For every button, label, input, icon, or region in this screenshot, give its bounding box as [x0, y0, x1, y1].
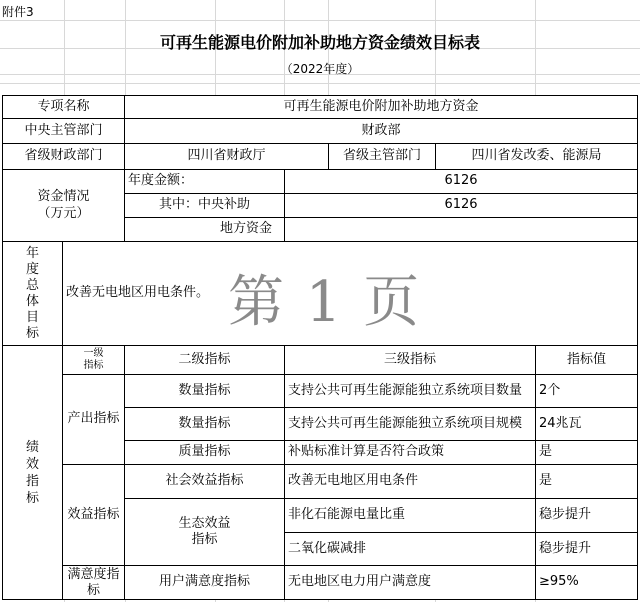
header-level3: 三级指标 — [284, 345, 536, 375]
page-watermark: 第 1 页 — [228, 270, 422, 335]
table-row-6-value: 稳步提升 — [535, 532, 638, 566]
funds-label — [2, 169, 125, 242]
table-row-6-level3: 二氧化碳减排 — [284, 532, 536, 566]
annual-amount-value: 6126 — [284, 169, 638, 194]
project-name-label: 专项名称 — [2, 95, 125, 119]
annual-goal-label: 年 度 总 体 目 标 — [2, 241, 63, 346]
table-row-4-level3: 改善无电地区用电条件 — [284, 464, 536, 499]
page-title: 可再生能源电价附加补助地方资金绩效目标表 — [159, 33, 480, 52]
prov-finance-value: 四川省财政厅 — [124, 143, 329, 170]
table-row-1-value: 2个 — [535, 374, 638, 408]
output-indicators-label: 产出指标 — [62, 374, 125, 465]
table-row-7-level3: 无电地区电力用户满意度 — [284, 565, 536, 600]
central-subsidy-value: 6126 — [284, 193, 638, 218]
central-subsidy-label: 其中：中央补助 — [124, 193, 285, 218]
table-row-3-value: 是 — [535, 440, 638, 465]
prov-dept-value: 四川省发改委、能源局 — [435, 143, 638, 170]
satisfaction-indicators-label: 满意度指 标 — [62, 565, 125, 600]
table-row-1-level3: 支持公共可再生能源能独立系统项目数量 — [284, 374, 536, 408]
local-funds-value — [284, 217, 638, 242]
annual-goal-text: 改善无电地区用电条件。 — [62, 241, 638, 346]
table-row-2-value: 24兆瓦 — [535, 407, 638, 441]
header-level1: 一级 指标 — [62, 345, 125, 375]
header-value: 指标值 — [535, 345, 638, 375]
table-row-2-level3: 支持公共可再生能源能独立系统项目规模 — [284, 407, 536, 441]
funds-label-line1: 资金情况 — [37, 189, 90, 205]
table-row-7-level2: 用户满意度指标 — [124, 565, 285, 600]
eco-benefit-label: 生态效益 指标 — [124, 498, 285, 566]
table-row-4-level2: 社会效益指标 — [124, 464, 285, 499]
prov-dept-label: 省级主管部门 — [328, 143, 436, 170]
table-row-3-level2: 质量指标 — [124, 440, 285, 465]
year-label: （2022年度） — [280, 62, 360, 76]
prov-finance-label: 省级财政部门 — [2, 143, 125, 170]
project-name-value: 可再生能源电价附加补助地方资金 — [124, 95, 638, 119]
table-row-5-value: 稳步提升 — [535, 498, 638, 533]
central-dept-value: 财政部 — [124, 118, 638, 144]
table-row-4-value: 是 — [535, 464, 638, 499]
header-level2: 二级指标 — [124, 345, 285, 375]
benefit-indicators-label: 效益指标 — [62, 464, 125, 566]
table-row-7-value: ≥95% — [535, 565, 638, 600]
table-row-3-level3: 补贴标准计算是否符合政策 — [284, 440, 536, 465]
local-funds-label: 地方资金 — [124, 217, 285, 242]
perf-indicators-label: 绩 效 指 标 — [2, 345, 63, 600]
table-row-5-level3: 非化石能源电量比重 — [284, 498, 536, 533]
funds-label-line2: （万元） — [37, 205, 90, 221]
central-dept-label: 中央主管部门 — [2, 118, 125, 144]
table-row-1-level2: 数量指标 — [124, 374, 285, 408]
annual-amount-label: 年度金额： — [124, 169, 285, 194]
table-row-2-level2: 数量指标 — [124, 407, 285, 441]
attachment-label: 附件3 — [2, 5, 34, 19]
